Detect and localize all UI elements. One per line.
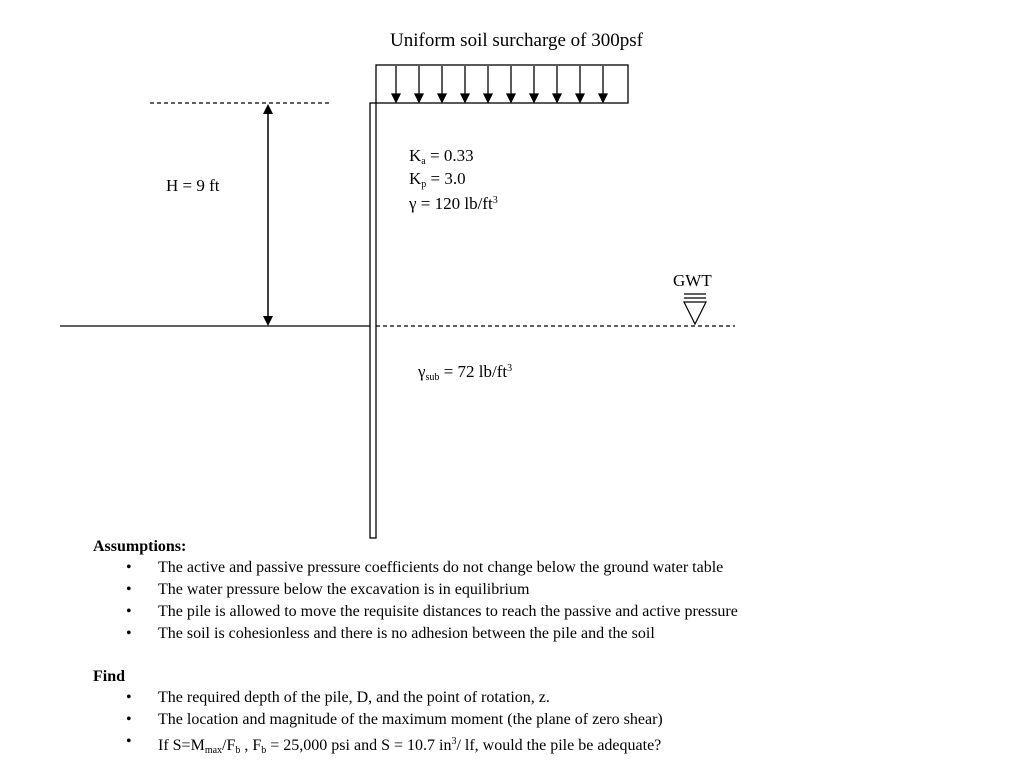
- list-item: • The active and passive pressure coefficients do not change below the ground water table: [93, 557, 738, 579]
- surcharge-box: [376, 65, 628, 103]
- list-item: • The location and magnitude of the maximum moment (the plane of zero shear): [93, 709, 663, 731]
- assumptions-section: [93, 537, 738, 645]
- find-heading: Find: [93, 668, 126, 685]
- find-section: [93, 667, 663, 762]
- gwt-label: GWT: [673, 271, 712, 290]
- bullet-icon: •: [126, 733, 132, 750]
- submerged-unit-weight-label: $\gamma_{sub} = 72$ $lb/ft^3$: [418, 362, 513, 383]
- assumptions-heading: Assumptions:: [93, 538, 187, 555]
- assumptions-list: [93, 557, 738, 645]
- surcharge-load: [376, 65, 628, 103]
- list-item: • If $S=M_{max}/F_b$ , $F_b = 25,000$ psi and S = 10.7 $in^3/$ lf, would the pile be adequate?: [126, 733, 662, 756]
- bullet-icon: •: [126, 625, 132, 642]
- find-list: [93, 687, 663, 762]
- bullet-icon: •: [126, 603, 132, 620]
- bullet-icon: •: [126, 689, 132, 706]
- bullet-icon: •: [126, 559, 132, 576]
- surcharge-label: Uniform soil surcharge of 300psf: [390, 30, 643, 51]
- sheet-pile-wall: [370, 103, 376, 538]
- water-table-symbol: [684, 294, 706, 324]
- unit-weight-label: γ = 120 $lb/ft^3$: [409, 194, 498, 213]
- passive-coefficient-label: $K_p = 3.0$: [409, 169, 466, 190]
- wall-height-label: H = 9 ft: [166, 176, 220, 195]
- active-coefficient-label: $K_a = 0.33$: [409, 146, 474, 167]
- list-item: • The water pressure below the excavation is in equilibrium: [93, 579, 738, 601]
- bullet-icon: •: [126, 581, 132, 598]
- bullet-icon: •: [126, 711, 132, 728]
- surcharge-arrows: [392, 66, 607, 102]
- height-dimension-arrow: [263, 104, 273, 326]
- list-item: • The required depth of the pile, D, and the point of rotation, z.: [93, 687, 663, 709]
- list-item: • The soil is cohesionless and there is no adhesion between the pile and the soil: [93, 623, 738, 645]
- list-item: • The pile is allowed to move the requisite distances to reach the passive and active pressure: [93, 601, 738, 623]
